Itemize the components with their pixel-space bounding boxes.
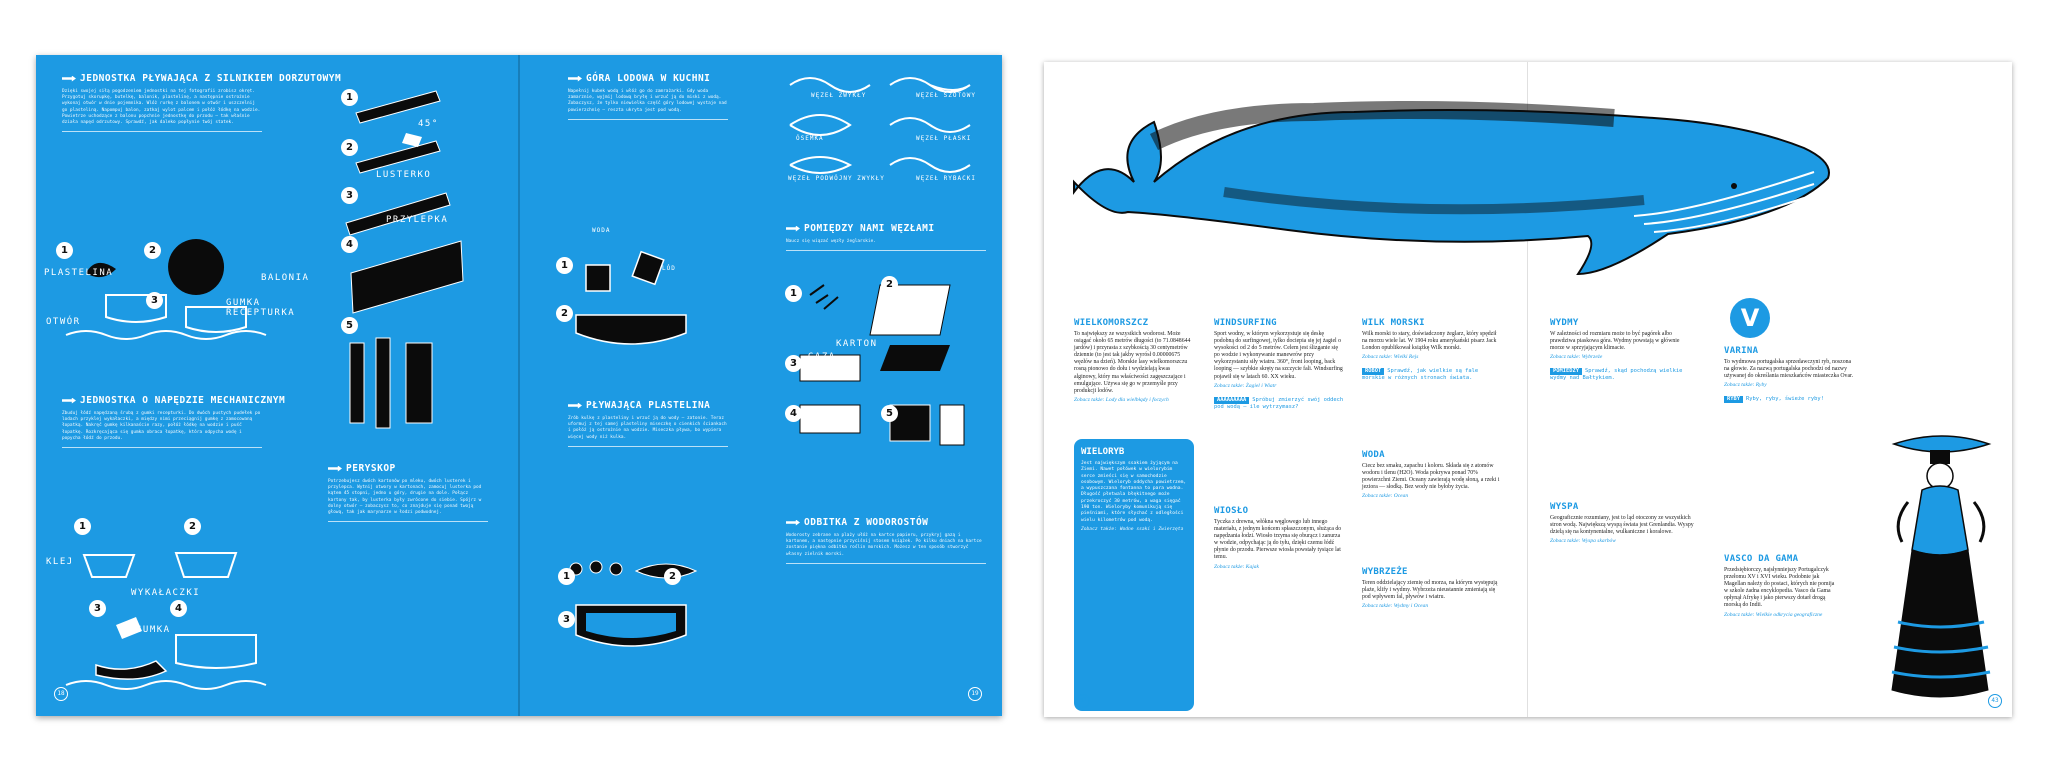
section-seaweed [786, 517, 986, 564]
entry-title: WIOSŁO [1214, 506, 1249, 516]
entry-title: WYBRZEŻE [1362, 567, 1408, 577]
page-number-left: 42 [1076, 694, 1090, 708]
label-angle: 45° [418, 119, 439, 129]
label-gumka: GUMKA [136, 625, 171, 635]
entry-body: Ciecz bez smaku, zapachu i koloru. Składa się z atomów wodoru i tlenu (H2O). Woda pokrywa ponad 70% powierzchni Ziemi. Oceany zawierają wodę słoną, a rzeki i jeziora — słodką. Bez wody nie byłoby życia. [1362, 463, 1500, 491]
step-3: 3 [341, 187, 358, 204]
section-title: ODBITKA Z WODOROSTÓW [804, 517, 929, 528]
highlight-note [1362, 368, 1502, 382]
step-2: 2 [341, 139, 358, 156]
page-number-right: 19 [968, 687, 982, 701]
highlight-text: Sprawdź, skąd pochodzą wielkie wydmy nad Bałtykiem. [1550, 368, 1683, 382]
step-1: 1 [558, 568, 575, 585]
see-also-link[interactable]: Zobacz także: Ryby [1724, 382, 1767, 389]
divider [786, 250, 986, 251]
section-mechanical [62, 395, 286, 448]
highlight-text: Ryby, ryby, świeże ryby! [1745, 396, 1824, 403]
entry-wilk-morski [1362, 318, 1502, 393]
section-body: Naucz się wiązać węzły żeglarskie. [786, 239, 876, 244]
step-4: 4 [341, 236, 358, 253]
divider [62, 131, 262, 132]
page-number-right: 43 [1988, 694, 2002, 708]
section-periscope [328, 463, 488, 522]
see-also-link[interactable]: Zobacz także: Wybrzeże [1550, 354, 1603, 361]
step-5: 5 [881, 405, 898, 422]
entry-body: To wydmowa portugalska sprzedawczyni ryb, noszona na głowie. Za nazwą portugalska pochodzi od nazwy używanej do określania mieszkańców miasteczka Ovar. [1724, 359, 1854, 380]
see-also-link[interactable]: Zobacz także: Wielki Rejs [1362, 354, 1419, 361]
entry-body: Geograficznie rozumiany, jest to ląd otoczony ze wszystkich stron wodą. Największą wyspą świata jest Grenlandia. Wyspy dzielą się na kontynentalne, wulkaniczne i koralowe. [1550, 515, 1694, 536]
entry-title: WYSPA [1550, 502, 1579, 512]
step-2: 2 [556, 305, 573, 322]
entry-wydmy [1550, 318, 1695, 393]
entry-body: W zależności od rozmiaru może to być pagórek albo prawdziwa piaskowa góra. Wydmy powstają w głównie morze w sprzyjającym klimacie. [1550, 331, 1680, 352]
left-spread [36, 55, 1002, 716]
section-clay [568, 400, 728, 447]
see-also-link[interactable]: Zobacz także: Kajak [1214, 563, 1259, 570]
entry-title: WIELKOMORSZCZ [1074, 318, 1149, 328]
step-4: 4 [170, 600, 187, 617]
arrow-icon [62, 76, 76, 82]
section-knots [786, 223, 986, 251]
entry-windsurfing [1214, 318, 1344, 421]
label-lod: LÓD [662, 265, 676, 272]
page-number-left: 18 [54, 687, 68, 701]
section-body: Zbuduj łódź napędzaną śrubą z gumki recepturki. Do dwóch pustych pudełek po lodach przyklej wykałaczki, a między nimi przeciągnij gumkę z zamocowaną łopatką. Nakręć gumkę kilkanaście razy, połóż łódkę na wodzie i puść łopatkę. Rozkręcająca się gumka obraca łopatkę, która odpycha wodę i popycha łódź do przodu. [62, 411, 261, 441]
step-3: 3 [146, 292, 163, 309]
step-3: 3 [558, 611, 575, 628]
entry-wioslo [1214, 506, 1344, 578]
entry-varina [1724, 346, 1854, 413]
section-title: PERYSKOP [346, 463, 396, 474]
iceberg-illustration [556, 235, 706, 365]
whale-illustration [1074, 82, 1834, 277]
section-title: GÓRA LODOWA W KUCHNI [586, 73, 711, 84]
balloon-boat-illustration [46, 235, 326, 355]
section-iceberg [568, 73, 728, 120]
entry-vasco-da-gama [1724, 554, 1839, 626]
label-knot2: WĘZEŁ SZOTOWY [916, 92, 976, 99]
step-1: 1 [341, 89, 358, 106]
entry-title: WILK MORSKI [1362, 318, 1425, 328]
label-woda: WODA [592, 227, 611, 234]
section-title: JEDNOSTKA PŁYWAJĄCA Z SILNIKIEM DORZUTOWYM [80, 73, 342, 84]
divider [62, 447, 262, 448]
entry-title: VARINA [1724, 346, 1759, 356]
see-also-link[interactable]: Zobacz także: Wodne ssaki i Zwierzęta [1081, 526, 1184, 532]
entry-title: VASCO DA GAMA [1724, 554, 1799, 564]
entry-body: Tyczka z drewna, włókna węglowego lub innego materiału, z jednym końcem spłaszczonym, służąca do napędzania łodzi. Wiosło trzyma się oburącz i zanurza w wodzie, odpychając ją do tyłu, dzięki czemu łódź płynie do przodu. Pierwsze wiosła powstały tysiące lat temu. [1214, 519, 1342, 561]
label-karton: KARTON [836, 339, 878, 349]
arrow-icon [568, 76, 582, 82]
entry-title: WODA [1362, 450, 1385, 460]
section-body: Wodorosty zebrane na plaży ułóż na kartce papieru, przykryj gazą i kartonem, a następnie przyciśnij stosem książek. Po kilku dniach na kartce zostanie piękna odbitka roślin morskich. Możesz w ten sposób stworzyć własny zielnik morski. [786, 533, 982, 557]
divider [568, 446, 728, 447]
section-body: Napełnij kubek wodą i włóż go do zamrażarki. Gdy woda zamarznie, wyjmij lodową bryłę i wrzuć ją do miski z wodą. Zobaczysz, że tylko niewielka część góry lodowej wystaje nad powierzchnię — reszta ukryta jest pod wodą. [568, 89, 727, 113]
section-body: Dzięki swojej siłą pogodzeniem jednostki na tej fotografii zrobisz okręt. Przygotuj skorupkę, butelkę, balonik, plastelinę, a następnie ostrożnie wykonaj otwór w dnie pojemnika. Wlóż rurkę z balonem w otwór i uszczelnij go plasteliną. Napompuj balon, zatkaj wylot palcem i połóż łódkę na wodzie. Powietrze uchodzące z balonu popchnie jednostkę do przodu — tak właśnie działa napęd odrzutowy. Sprawdź, jak daleko popłynie twój statek. [62, 89, 261, 126]
varina-illustration [1884, 432, 1999, 707]
entry-title: WYDMY [1550, 318, 1579, 328]
label-knot6: ÓSEMKA [796, 135, 824, 142]
plasticine-illustration [556, 555, 706, 685]
see-also-link[interactable]: Zobacz także: Żagiel i Wiatr [1214, 382, 1277, 389]
entry-wyspa [1550, 502, 1695, 552]
entry-body: Sport wodny, w którym wykorzystuje się deskę podobną do surfingowej, tylko dociepia się jej żagiel o wysokości od 2 do 5 metrów. Celem jest ślizganie się po wodzie i wykonywanie manewrów przy wykorzystaniu siły wiatru. 360°, front looping, back looping — szybkie skręty na szczycie fali. Windsurfing pojawił się w latach 60. XX wieku. [1214, 331, 1343, 380]
label-knot5: WĘZEŁ RYBACKI [916, 175, 976, 182]
highlight-note [1214, 397, 1344, 411]
step-2: 2 [144, 242, 161, 259]
arrow-icon [328, 466, 342, 472]
label-knot4: WĘZEŁ PODWÓJNY ZWYKŁY [788, 175, 885, 182]
highlight-text: Spróbuj zmierzyć swój oddech pod wodą — ile wytrzymasz? [1214, 396, 1344, 410]
see-also-link[interactable]: Zobacz także: Wielkie odkrycia geograficzne [1724, 611, 1823, 618]
divider [328, 521, 488, 522]
highlight-note [1724, 396, 1854, 403]
entry-body: Wilk morski to stary, doświadczony żeglarz, który spędził na morzu wiele lat. W 1904 roku amerykański pisarz Jack London opublikował książkę Wilk morski. [1362, 331, 1497, 352]
highlight-tag: ROBOT [1362, 368, 1384, 375]
step-1: 1 [556, 257, 573, 274]
entry-body: To największy ze wszystkich wodorost. Może osiągać około 65 metrów długości (to 71.0848644 jardów) i przyrasta z szybkością 30 centymetrów dziennie (to jest tak jakby wyrósł 0.00000675 węzłów na dzień). Morskie lasy wielkomorszczu rosną pionowo do dołu i wydzielają kwas alginowy, który ma właściwości zagęszczające i emulgujące. Używa się go w przemyśle przy produkcji lodów. [1074, 331, 1191, 394]
label-otwor: OTWÓR [46, 317, 81, 327]
step-1: 1 [74, 518, 91, 535]
right-spread [1044, 62, 2012, 717]
see-also-link[interactable]: Zobacz także: Ocean [1362, 493, 1409, 500]
entry-woda [1362, 450, 1502, 507]
box-title: WIELORYB [1081, 447, 1125, 457]
label-przylepka: PRZYLEPKA [386, 215, 449, 225]
highlight-tag: POMIEDZY [1550, 368, 1582, 375]
section-outboard [62, 73, 342, 132]
highlight-tag: AAAAAAAAA [1214, 397, 1249, 404]
step-5: 5 [341, 317, 358, 334]
letter-badge: V [1730, 298, 1770, 338]
see-also-link[interactable]: Zobacz także: Lody dla wielbłądy i foczych [1074, 396, 1169, 403]
step-2: 2 [881, 276, 898, 293]
see-also-link[interactable]: Zobacz także: Wydmy i Ocean [1362, 603, 1429, 610]
arrow-icon [786, 520, 800, 526]
box-body: Jest największym ssakiem żyjącym na Ziemi. Nawet połówek w wielorybim serce zmieści się w samochodzie osobowym. Wieloryb oddycha powietrzem, a wypuszczana fontanna to para wodna. Długość płetwala błękitnego może przekroczyć 30 metrów, a waga sięgać 190 ton. Wieloryby komunikują się pieśniami, które słychać z odległości wielu kilometrów pod wodą. [1081, 461, 1187, 523]
divider [786, 563, 986, 564]
step-4: 4 [785, 405, 802, 422]
periscope-illustration [336, 73, 506, 493]
label-balonia: BALONIA [261, 273, 310, 283]
arrow-icon [62, 398, 76, 404]
label-lusterko: LUSTERKO [376, 170, 432, 180]
label-klej: KLEJ [46, 557, 74, 567]
section-title: PŁYWAJĄCA PLASTELINA [586, 400, 711, 411]
see-also-link[interactable]: Zobacz także: Wyspa skarbów [1550, 538, 1616, 545]
label-gumka-recepturka: GUMKA RECEPTURKA [226, 298, 296, 318]
entry-body: Teren oddzielający ziemię od morza, na którym występują plaże, klify i wydmy. Wybrzeża nieustannie zmieniają się pod wpływem fal, pływów i wiatru. [1362, 580, 1498, 601]
whale-box [1074, 439, 1194, 711]
section-title: JEDNOSTKA O NAPĘDZIE MECHANICZNYM [80, 395, 286, 406]
label-wykalaczki: WYKAŁACZKI [131, 588, 201, 598]
label-knot1: WĘZEŁ ZWYKŁY [811, 92, 867, 99]
label-plastelina: PLASTELINA [44, 268, 114, 278]
spread-gutter [518, 55, 520, 716]
highlight-tag: RYBY [1724, 396, 1743, 403]
divider [568, 119, 728, 120]
step-3: 3 [785, 355, 802, 372]
section-body: Potrzebujesz dwóch kartonów po mleku, dwóch lusterek i przylepca. Wytnij otwory w kartonach, zamocuj lusterka pod kątem 45 stopni, jedno u góry, drugie na dole. Połącz kartony tak, by lusterka były zwrócone do siebie. Spójrz w dolny otwór — zobaczysz to, co znajduje się ponad twoją głową, tak jak marynarze w łodzi podwodnej. [328, 479, 482, 516]
seaweed-print-illustration [780, 275, 990, 465]
entry-wielkomorszcz [1074, 318, 1194, 411]
label-knot3: WĘZEŁ PŁASKI [916, 135, 972, 142]
section-body: Zrób kulkę z plasteliny i wrzuć ją do wody — zatonie. Teraz uformuj z tej samej plasteliny miseczkę o cienkich ściankach i połóż ją ostrożnie na wodzie. Miseczka pływa, bo wypiera więcej wody niż kulka. [568, 416, 727, 440]
section-title: POMIĘDZY NAMI WĘZŁAMI [804, 223, 935, 234]
step-2: 2 [664, 568, 681, 585]
step-3: 3 [89, 600, 106, 617]
highlight-note [1550, 368, 1695, 382]
arrow-icon [568, 403, 582, 409]
entry-body: Przedsiębiorczy, najsłynniejszy Portugalczyk przełomu XV i XVI wieku. Podobnie jak Magellan należy do postaci, których nie pomija w szkole żadna encyklopedia. Vasco da Gama opłynął Afrykę i jako pierwszy dotarł drogą morską do Indii. [1724, 567, 1835, 609]
step-2: 2 [184, 518, 201, 535]
step-1: 1 [56, 242, 73, 259]
step-1: 1 [785, 285, 802, 302]
arrow-icon [786, 226, 800, 232]
highlight-text: Sprawdź, jak wielkie są fale morskie w różnych stronach świata. [1362, 368, 1479, 382]
entry-wybrzeze [1362, 567, 1502, 617]
entry-title: WINDSURFING [1214, 318, 1277, 328]
label-gaza: GAZA [808, 352, 836, 362]
